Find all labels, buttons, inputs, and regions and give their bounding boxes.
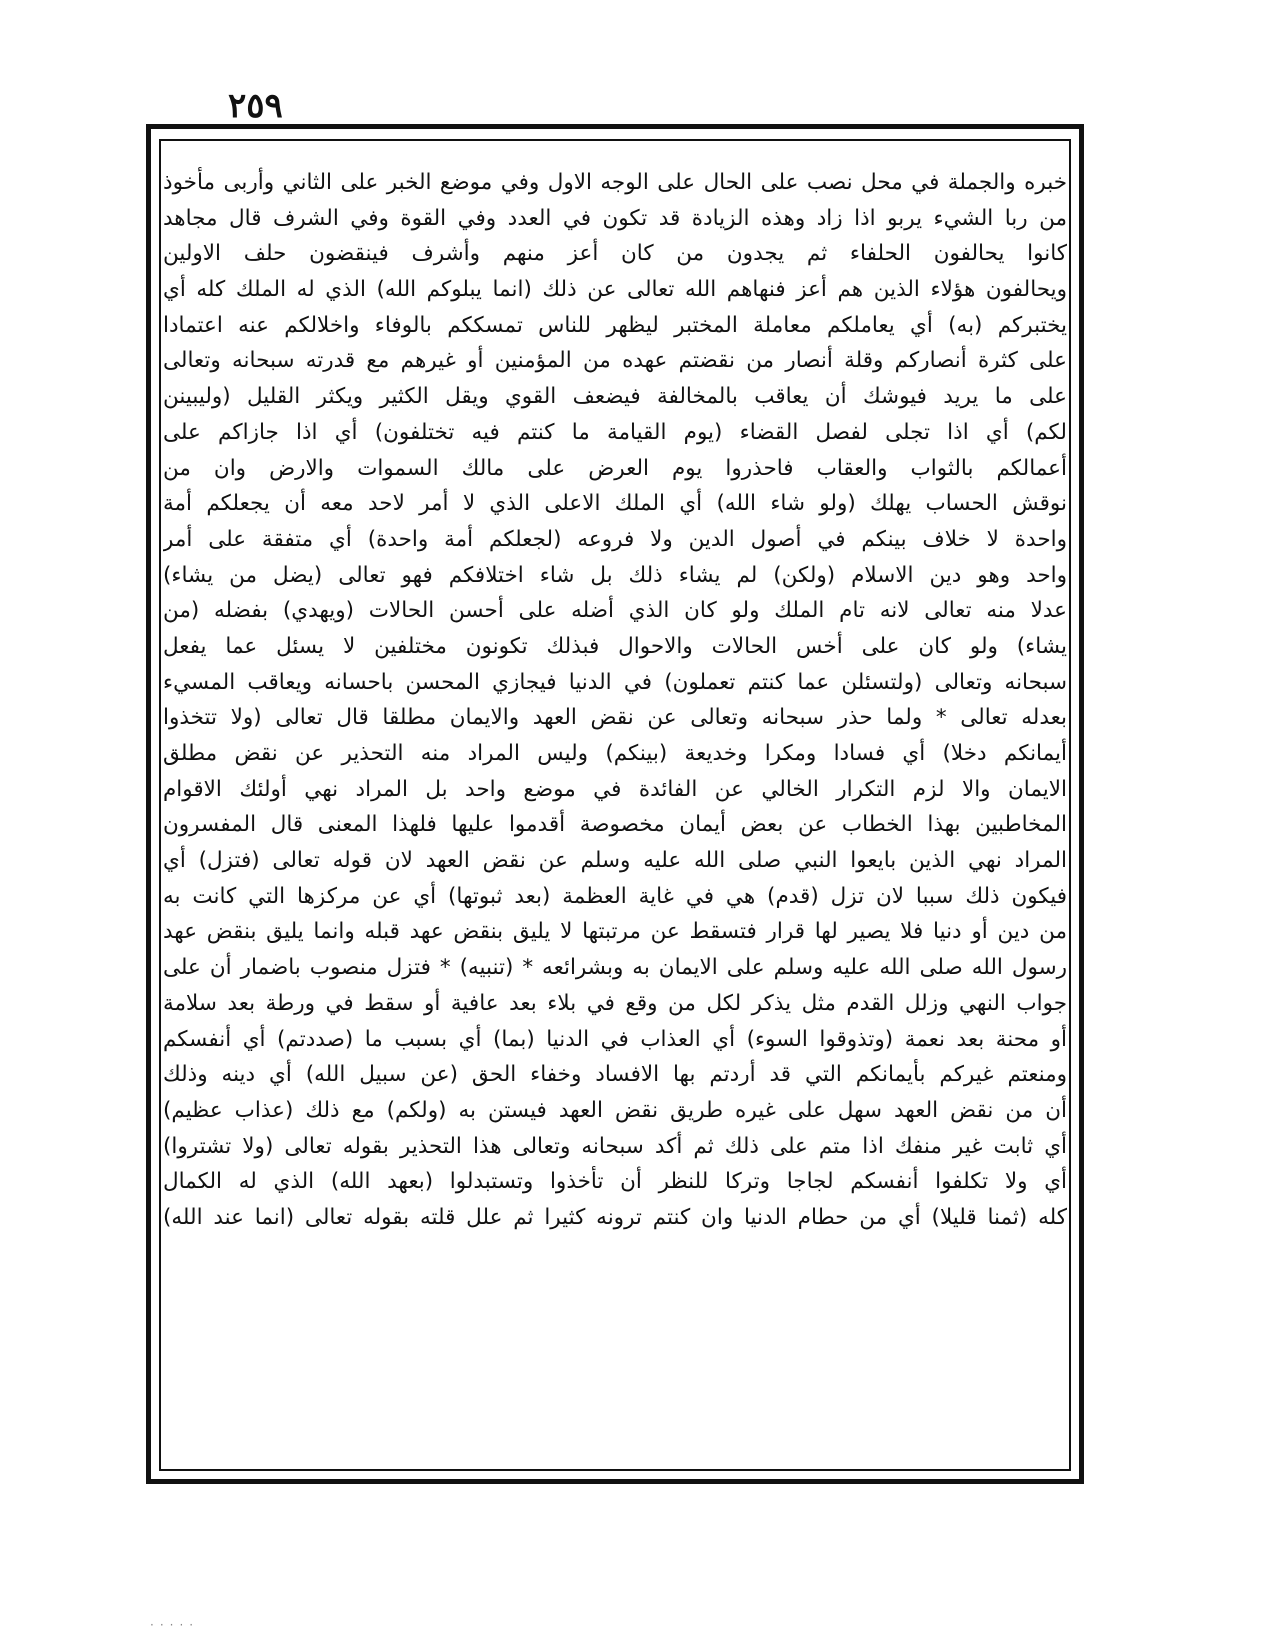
text-line: ومنعتم غيركم بأيمانكم التي قد أردتم بها الافساد وخفاء الحق (عن سبيل الله) أي دينه وذلك: [163, 1062, 1067, 1088]
text-line: يختبركم (به) أي يعاملكم معاملة المختبر ليظهر للناس تمسككم بالوفاء واخلالكم عنه اعتمادا: [163, 312, 1067, 338]
text-line: نوقش الحساب يهلك (ولو شاء الله) أي الملك الاعلى الذي لا أمر لاحد معه أن يجعلكم أمة: [163, 491, 1067, 517]
text-line: أي ثابت غير منفك اذا متم على ذلك ثم أكد سبحانه وتعالى هذا التحذير بقوله تعالى (ولا تشتروا): [163, 1133, 1067, 1159]
text-line: رسول الله صلى الله عليه وسلم على الايمان به وبشرائعه * (تنبيه) * فتزل منصوب باضمار أن على: [163, 955, 1067, 981]
text-line: ويحالفون هؤلاء الذين هم أعز فنهاهم الله تعالى عن ذلك (انما يبلوكم الله) الذي له الملك كله أي: [163, 277, 1067, 303]
text-line: فيكون ذلك سببا لان تزل (قدم) هي في غاية العظمة (بعد ثبوتها) أي عن مركزها التي كانت به: [163, 883, 1067, 909]
text-line: واحدة لا خلاف بينكم في أصول الدين ولا فروعه (لجعلكم أمة واحدة) أي متفقة على أمر: [163, 526, 1067, 552]
text-line: من دين أو دنيا فلا يصير لها قرار فتسقط عن مرتبتها لا يليق بنقض عهد قبله وانما يليق بنقض عهد: [163, 919, 1067, 945]
text-frame: [146, 124, 1084, 1484]
text-line: عدلا منه تعالى لانه تام الملك ولو كان الذي أضله على أحسن الحالات (ويهدي) بفضله (من: [163, 598, 1067, 624]
text-line: خبره والجملة في محل نصب على الحال على الوجه الاول وفي موضع الخبر على الثاني وأربى مأخوذ: [163, 170, 1067, 195]
text-line: المراد نهي الذين بايعوا النبي صلى الله عليه وسلم عن نقض العهد لان قوله تعالى (فتزل) أي: [163, 848, 1067, 874]
text-line: أن من نقض العهد سهل على غيره طريق نقض العهد فيستن به (ولكم) مع ذلك (عذاب عظيم): [163, 1097, 1067, 1123]
text-line: جواب النهي وزلل القدم مثل يذكر لكل من وقع في بلاء بعد عافية أو سقط في ورطة بعد سلامة: [163, 990, 1067, 1016]
scan-artifact: ·····: [150, 1618, 200, 1632]
text-line: المخاطبين بهذا الخطاب عن بعض أيمان مخصوصة أقدموا عليها فلهذا المعنى قال المفسرون: [163, 812, 1067, 838]
text-line: أعمالكم بالثواب والعقاب فاحذروا يوم العرض على مالك السموات والارض وان من: [163, 455, 1067, 481]
text-line: كله (ثمنا قليلا) أي من حطام الدنيا وان كنتم ترونه كثيرا ثم علل قلته بقوله تعالى (انما عند الله): [163, 1204, 1067, 1230]
text-line: كانوا يحالفون الحلفاء ثم يجدون من كان أعز منهم وأشرف فينقضون حلف الاولين: [163, 241, 1067, 267]
text-frame-inner: [159, 139, 1071, 1471]
text-line: يشاء) ولو كان على أخس الحالات والاحوال فبذلك تكونون مختلفين لا يسئل عما يفعل: [163, 633, 1067, 659]
text-line: من ربا الشيء يربو اذا زاد وهذه الزيادة قد تكون في العدد وفي القوة وفي الشرف قال مجاهد: [163, 205, 1067, 231]
text-line: الايمان والا لزم التكرار الخالي عن الفائدة في موضع واحد بل المراد نهي أولئك الاقوام: [163, 776, 1067, 802]
text-line: على ما يريد فيوشك أن يعاقب بالمخالفة فيضعف القوي ويقل الكثير ويكثر القليل (وليبينن: [163, 384, 1067, 410]
text-line: بعدله تعالى * ولما حذر سبحانه وتعالى عن نقض العهد والايمان مطلقا قال تعالى (ولا تتخذوا: [163, 705, 1067, 731]
page-number: ٢٥٩: [228, 86, 283, 126]
text-line: أو محنة بعد نعمة (وتذوقوا السوء) أي العذاب في الدنيا (بما) أي بسبب ما (صددتم) أي أنفسكم: [163, 1026, 1067, 1052]
text-line: سبحانه وتعالى (ولتسئلن عما كنتم تعملون) في الدنيا فيجازي المحسن باحسانه ويعاقب المسيء: [163, 669, 1067, 695]
body-text: [163, 165, 1067, 1236]
text-line: أي ولا تكلفوا أنفسكم لجاجا وتركا للنظر أن تأخذوا وتستبدلوا (بعهد الله) الذي له الكمال: [163, 1169, 1067, 1195]
text-line: على كثرة أنصاركم وقلة أنصار من نقضتم عهده من المؤمنين أو غيرهم مع قدرته سبحانه وتعالى: [163, 348, 1067, 374]
text-line: لكم) أي اذا تجلى لفصل القضاء (يوم القيامة ما كنتم فيه تختلفون) أي اذا جازاكم على: [163, 419, 1067, 445]
text-line: واحد وهو دين الاسلام (ولكن) لم يشاء ذلك بل شاء اختلافكم فهو تعالى (يضل من يشاء): [163, 562, 1067, 588]
text-line: أيمانكم دخلا) أي فسادا ومكرا وخديعة (بينكم) وليس المراد منه التحذير عن نقض مطلق: [163, 741, 1067, 766]
